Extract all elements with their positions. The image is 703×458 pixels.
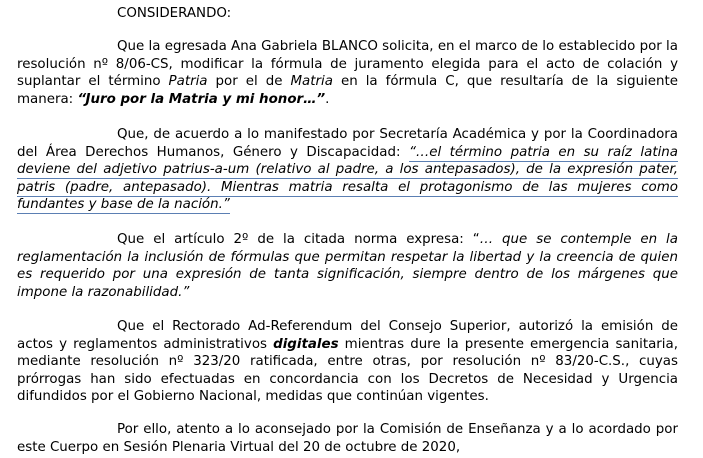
text: Que, de acuerdo a lo manifestado por Secretaría Académica y por la Coordinadora del Área Derechos Humanos, Género y Discapacidad: <box>17 127 678 160</box>
paragraph-academic-opinion <box>17 126 678 214</box>
text: Que el artículo 2º de la citada norma expresa: “ <box>117 232 480 247</box>
text: mientras dure la presente emergencia sanitaria, mediante resolución nº 323/20 ratificada, entre otras, por resolución nº 83/20-C.S., cuyas prórrogas han sido efectuadas en concordancia con los Decretos de Necesidad y Urgencia difundidos por el Gobierno Nacional, medidas que continúan vigentes. <box>17 336 678 405</box>
paragraph-digital-acts <box>17 318 678 406</box>
text: en la fórmula C, que resultaría de la siguiente manera: <box>17 74 678 107</box>
text: Que la egresada Ana Gabriela BLANCO solicita, en el marco de lo establecido por la resolución nº 8/06-CS, modificar la fórmula de juramento elegida para el acto de colación y suplantar el término <box>17 39 678 90</box>
digitales-emphasis: digitales <box>273 336 339 352</box>
oath-quote: “Juro por la Matria y mi honor…” <box>77 91 326 107</box>
text: . <box>325 91 330 107</box>
term-matria: Matria <box>290 74 333 90</box>
text: Que el Rectorado Ad-Referendum del Consejo Superior, autorizó la emisión de actos y reglamentos administrativos <box>17 319 678 352</box>
paragraph-request <box>17 38 678 108</box>
term-patria: Patria <box>168 74 208 90</box>
paragraph-article-2 <box>17 231 678 301</box>
article-quote: … que se contemple en la reglamentación la inclusión de fórmulas que permitan respetar la libertad y la creencia de quien es requerido por una expresión de tanta significación, siempre dentro de los márgenes que impone la razonabilidad.” <box>17 232 678 300</box>
text: por el de <box>207 74 291 90</box>
text: Por ello, atento a lo aconsejado por la Comisión de Enseñanza y a lo acordado por este Cuerpo en Sesión Plenaria Virtual del 20 de octubre de 2020, <box>17 422 678 455</box>
etymology-quote: “…el término patria en su raíz latina deviene del adjetivo patrius-a-um (relativo al padre, a los antepasados), de la expresión pater, patris (padre, antepasado). Mientras matria resalta el protagonismo de las mujeres como fundantes y base de la nación.” <box>17 144 679 213</box>
section-heading: CONSIDERANDO: <box>117 6 232 21</box>
paragraph-resolution-basis <box>17 421 678 456</box>
